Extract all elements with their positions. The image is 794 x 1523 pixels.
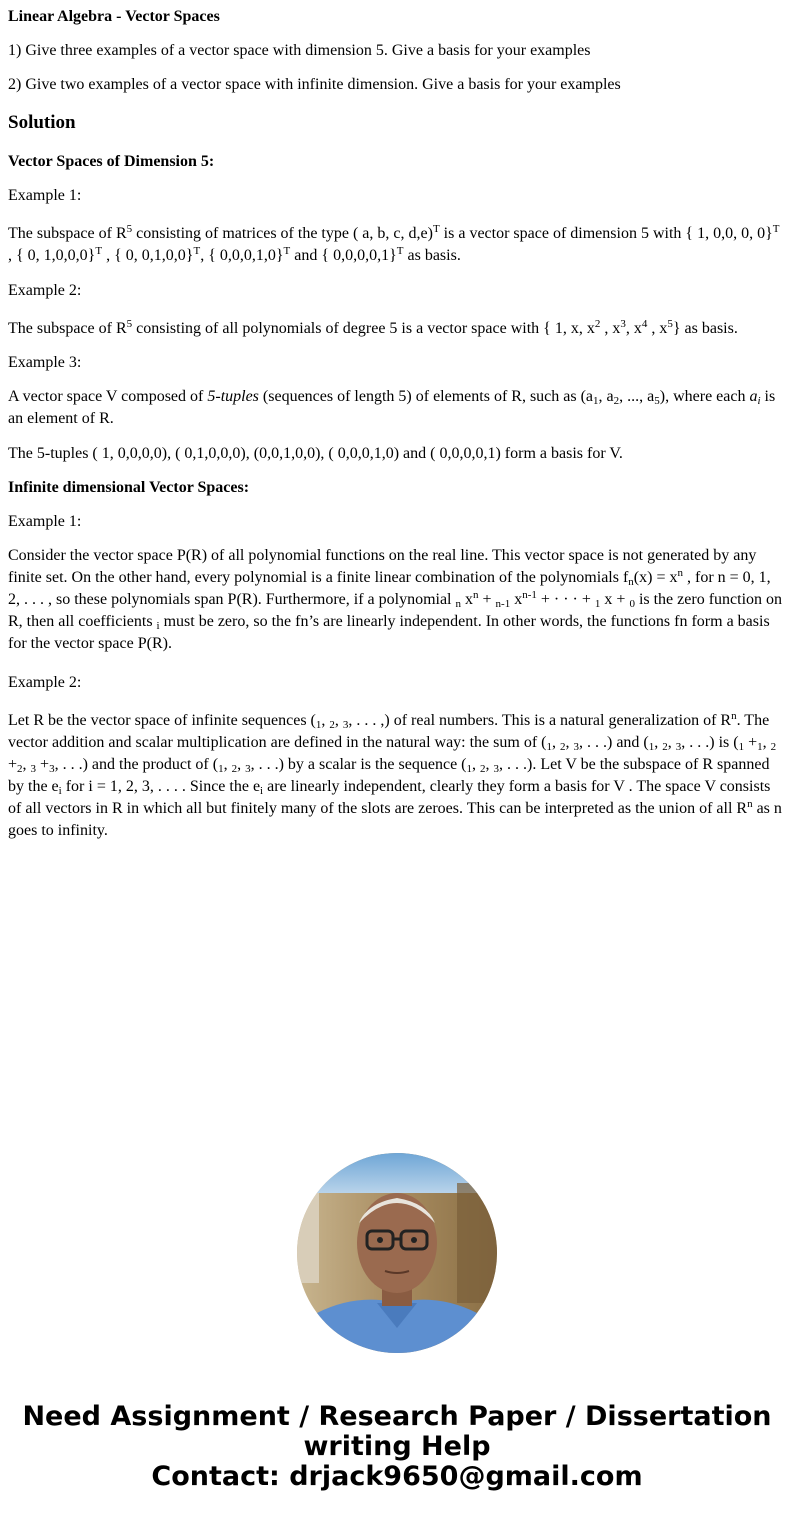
infdim-example1-label: Example 1: <box>8 513 82 530</box>
footer-line-2: writing Help <box>303 1431 491 1462</box>
infdim-example1-text: Consider the vector space P(R) of all polynomial functions on the real line. This vector space is not generated by any finite set. On the other hand, every polynomial is a finite linear combination of the polynomials $f_n(x) = x^n$ , for n = 0, 1, 2, . . . , so these polynomials span P(R). Furthermore, if a polynomial $_n$ $x^n + _{n-1}$ $x^{n-1}$ + · · · + $_1$ x + $_0$ is the zero function on R, then all coefficients $_i$ must be zero, so the fn’s are linearly independent. In other words, the functions fn form a basis for the vector space P(R). <box>8 547 783 652</box>
section-infdim-heading: Infinite dimensional Vector Spaces: <box>8 479 250 496</box>
author-photo <box>297 1153 497 1353</box>
dim5-example2-label: Example 2: <box>8 282 82 299</box>
document-title: Linear Algebra - Vector Spaces <box>8 8 220 25</box>
dim5-example1-label: Example 1: <box>8 187 82 204</box>
footer-contact <box>0 1402 794 1492</box>
dim5-example3-text: A vector space V composed of 5-tuples (sequences of length 5) of elements of R, such as ($a_1$, $a_2$, ..., $a_5$), where each $a_i$ is an element of R. <box>8 388 776 427</box>
section-dim5-heading: Vector Spaces of Dimension 5: <box>8 153 215 170</box>
solution-heading: Solution <box>8 112 76 133</box>
question-1: 1) Give three examples of a vector space with dimension 5. Give a basis for your examples <box>8 42 591 59</box>
dim5-example3-basis: The 5-tuples ( 1, 0,0,0,0), ( 0,1,0,0,0), (0,0,1,0,0), ( 0,0,0,1,0) and ( 0,0,0,0,1) form a basis for V. <box>8 445 623 462</box>
footer-line-1: Need Assignment / Research Paper / Dissertation <box>22 1401 772 1432</box>
dim5-example3-label: Example 3: <box>8 354 82 371</box>
infdim-example2-text: Let R be the vector space of infinite sequences ($_1$, $_2$, $_3$, . . . ,) of real numbers. This is a natural generalization of $R^n$. The vector addition and scalar multiplication are defined in the natural way: the sum of ($_1$, $_2$, $_3$, . . .) and ($_1$, $_2$, $_3$, . . .) is ($_1 +_1$, $_2 +_2$, $_3 +_3$, . . .) and the product of ($_1$, $_2$, $_3$, . . .) by a scalar is the sequence ($_1$, $_2$, $_3$, . . .). Let V be the subspace of R spanned by the $e_i$ for i = 1, 2, 3, . . . . Since the $e_i$ are linearly independent, clearly they form a basis for V . The space V consists of all vectors in R in which all but finitely many of the slots are zeroes. This can be interpreted as the union of all $R^n$ as n goes to infinity. <box>8 710 782 839</box>
question-2: 2) Give two examples of a vector space with infinite dimension. Give a basis for your examples <box>8 76 621 93</box>
footer-line-3: Contact: drjack9650@gmail.com <box>151 1461 643 1492</box>
dim5-example2-text: The subspace of $R^5$ consisting of all polynomials of degree 5 is a vector space with { 1, x, $x^2$ , $x^3$, $x^4$ , $x^5$} as basis. <box>8 318 738 337</box>
dim5-example1-text: The subspace of $R^5$ consisting of matrices of the type ( a, b, c, d,e)$^T$ is a vector space of dimension 5 with { 1, 0,0, 0, 0}$^T$ , { 0, 1,0,0,0}$^T$ , { 0, 0,1,0,0}$^T$, { 0,0,0,1,0}$^T$ and { 0,0,0,0,1}$^T$ as basis. <box>8 223 780 264</box>
infdim-example2-label: Example 2: <box>8 674 82 691</box>
author-photo-illustration <box>297 1153 497 1353</box>
